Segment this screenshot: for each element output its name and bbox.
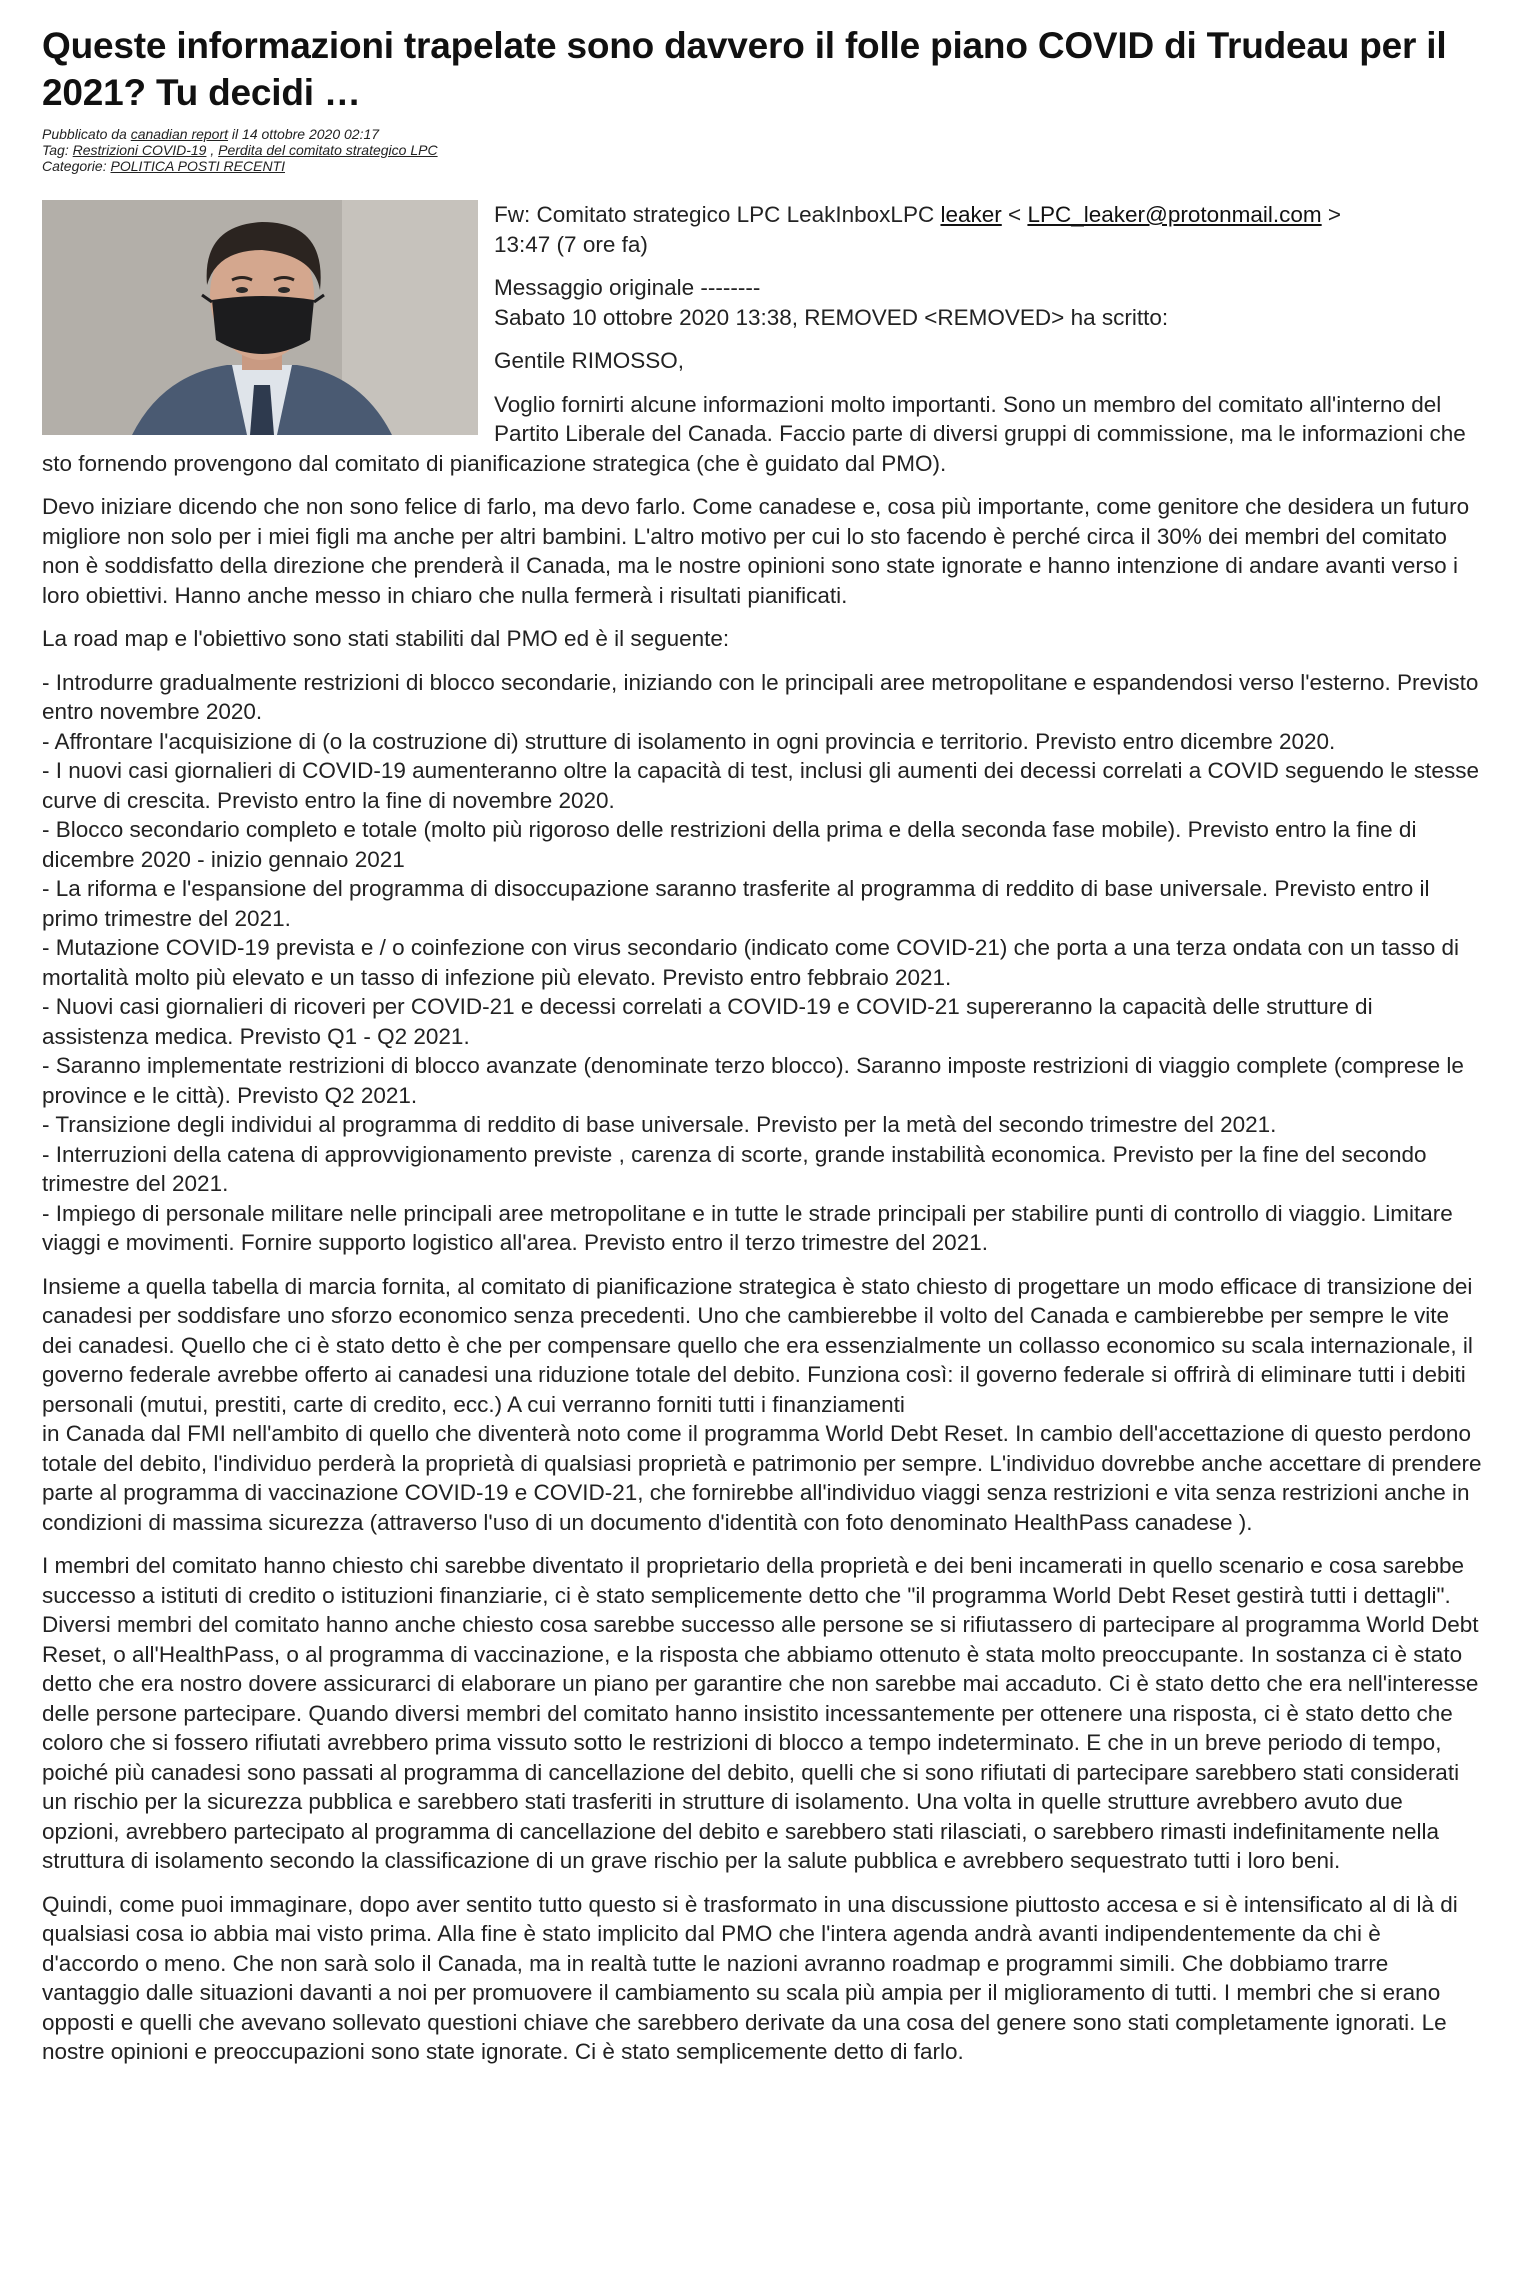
list-item: - Interruzioni della catena di approvvigionamento previste , carenza di scorte, grande instabilità economica. Previsto per la fine del secondo trimestre del 2021.: [42, 1141, 1427, 1196]
list-item: - Nuovi casi giornalieri di ricoveri per COVID-21 e decessi correlati a COVID-19 e COVID-21 supereranno la capacità delle strutture di assistenza medica. Previsto Q1 - Q2 2021.: [42, 994, 1373, 1049]
man-with-mask-image: [42, 200, 478, 435]
original-message-block: Messaggio originale -------- Sabato 10 ottobre 2020 13:38, REMOVED <REMOVED> ha scritto:: [494, 275, 1169, 330]
category-link[interactable]: POLITICA POSTI RECENTI: [110, 158, 285, 174]
paragraph-3: La road map e l'obiettivo sono stati stabiliti dal PMO ed è il seguente:: [42, 626, 730, 651]
categories-line: Categorie: POLITICA POSTI RECENTI: [42, 158, 285, 174]
list-item: - I nuovi casi giornalieri di COVID-19 aumenteranno oltre la capacità di test, inclusi gli aumenti dei decessi correlati a COVID seguendo le stesse curve di crescita. Previsto entro la fine di novembre 2020.: [42, 758, 1479, 813]
list-item: - Saranno implementate restrizioni di blocco avanzate (denominate terzo blocco). Saranno imposte restrizioni di viaggio complete (comprese le province e le città). Previsto Q2 2021.: [42, 1053, 1464, 1108]
article-body: [42, 200, 1482, 2067]
author-link[interactable]: canadian report: [130, 126, 229, 142]
leaker-link[interactable]: leaker: [940, 202, 1002, 227]
list-item: - La riforma e l'espansione del programma di disoccupazione saranno trasferite al programma di reddito di base universale. Previsto entro il primo trimestre del 2021.: [42, 876, 1430, 931]
article-title: Queste informazioni trapelate sono davvero il folle piano COVID di Trudeau per il 2021? Tu decidi …: [42, 25, 1447, 113]
article-photo: [42, 200, 478, 435]
paragraph-6: Quindi, come puoi immaginare, dopo aver sentito tutto questo si è trasformato in una discussione piuttosto accesa e si è intensificato al di là di qualsiasi cosa io abbia mai visto prima. Alla fine è stato implicito dal PMO che l'intera agenda andrà avanti indipendentemente da chi è d'accordo o meno. Che non sarà solo il Canada, ma in realtà tutte le nazioni avranno roadmap e programmi simili. Che dobbiamo trarre vantaggio dalle situazioni davanti a noi per promuovere il cambiamento su scala più ampia per il miglioramento di tutti. I membri che si erano opposti e quelli che avevano sollevato questioni chiave che sarebbero derivate da una cosa del genere sono stati completamente ignorati. Le nostre opinioni e preoccupazioni sono state ignorate. Ci è stato semplicemente detto di farlo.: [42, 1891, 1458, 2064]
list-item: - Mutazione COVID-19 prevista e / o coinfezione con virus secondario (indicato come COVID-21) che porta a una terza ondata con un tasso di mortalità molto più elevato e un tasso di infezione più elevato. Previsto entro febbraio 2021.: [42, 935, 1459, 990]
email-link[interactable]: LPC_leaker@protonmail.com: [1027, 202, 1322, 227]
list-item: - Introdurre gradualmente restrizioni di blocco secondarie, iniziando con le principali aree metropolitane e espandendosi verso l'esterno. Previsto entro novembre 2020.: [42, 669, 1479, 724]
list-item: - Transizione degli individui al programma di reddito di base universale. Previsto per la metà del secondo trimestre del 2021.: [42, 1112, 1277, 1137]
email-header-line: Fw: Comitato strategico LPC LeakInboxLPC leaker < LPC_leaker@protonmail.com > 13:47 (7 ore fa): [494, 202, 1342, 257]
article-meta: [42, 126, 1482, 174]
tags-line: Tag: Restrizioni COVID-19 , Perdita del comitato strategico LPC: [42, 142, 438, 158]
paragraph-1: Voglio fornirti alcune informazioni molto importanti. Sono un membro del comitato all'interno del Partito Liberale del Canada. Faccio parte di diversi gruppi di commissione, ma le informazioni che sto fornendo provengono dal comitato di pianificazione strategica (che è guidato dal PMO).: [42, 391, 1466, 476]
roadmap-list: [42, 668, 1482, 1258]
list-item: - Impiego di personale militare nelle principali aree metropolitane e in tutte le strade principali per stabilire punti di controllo di viaggio. Limitare viaggi e movimenti. Fornire supporto logistico all'area. Previsto entro il terzo trimestre del 2021.: [42, 1200, 1453, 1255]
published-line: Pubblicato da canadian report il 14 ottobre 2020 02:17: [42, 126, 380, 142]
tag-link-lpc-leak[interactable]: Perdita del comitato strategico LPC: [218, 142, 438, 158]
list-item: - Blocco secondario completo e totale (molto più rigoroso delle restrizioni della prima e della seconda fase mobile). Previsto entro la fine di dicembre 2020 - inizio gennaio 2021: [42, 817, 1417, 872]
article: [42, 0, 1482, 2081]
paragraph-2: Devo iniziare dicendo che non sono felice di farlo, ma devo farlo. Come canadese e, cosa più importante, come genitore che desidera un futuro migliore non solo per i miei figli ma anche per altri bambini. L'altro motivo per cui lo sto facendo è perché circa il 30% dei membri del comitato non è soddisfatto della direzione che prenderà il Canada, ma le nostre opinioni sono state ignorate e hanno intenzione di andare avanti verso i loro obiettivi. Hanno anche messo in chiaro che nulla fermerà i risultati pianificati.: [42, 494, 1470, 608]
greeting: Gentile RIMOSSO,: [494, 348, 685, 373]
paragraph-4: Insieme a quella tabella di marcia fornita, al comitato di pianificazione strategica è stato chiesto di progettare un modo efficace di transizione dei canadesi per soddisfare uno sforzo economico senza precedenti. Uno che cambierebbe il volto del Canada e cambierebbe per sempre le vite dei canadesi. Quello che ci è stato detto è che per compensare quello che era essenzialmente un collasso economico su scala internazionale, il governo federale avrebbe offerto ai canadesi una riduzione totale del debito. Funziona così: il governo federale si offrirà di eliminare tutti i debiti personali (mutui, prestiti, carte di credito, ecc.) A cui verranno forniti tutti i finanziamenti in Canada dal FMI nell'ambito di quello che diventerà noto come il programma World Debt Reset. In cambio dell'accettazione di questo perdono totale del debito, l'individuo perderà la proprietà di qualsiasi proprietà e patrimonio per sempre. L'individuo dovrebbe anche accettare di prendere parte al programma di vaccinazione COVID-19 e COVID-21, che fornirebbe all'individuo viaggi senza restrizioni e vita senza restrizioni anche in condizioni di massima sicurezza (attraverso l'uso di un documento d'identità con foto denominato HealthPass canadese ).: [42, 1273, 1482, 1535]
list-item: - Affrontare l'acquisizione di (o la costruzione di) strutture di isolamento in ogni provincia e territorio. Previsto entro dicembre 2020.: [42, 728, 1336, 754]
tag-link-covid-restrictions[interactable]: Restrizioni COVID-19: [72, 142, 207, 158]
paragraph-5: I membri del comitato hanno chiesto chi sarebbe diventato il proprietario della proprietà e dei beni incamerati in quello scenario e cosa sarebbe successo a istituti di credito o istituzioni finanziarie, ci è stato semplicemente detto che "il programma World Debt Reset gestirà tutti i dettagli". Diversi membri del comitato hanno anche chiesto cosa sarebbe successo alle persone se si rifiutassero di partecipare al programma World Debt Reset, o all'HealthPass, o al programma di vaccinazione, e la risposta che abbiamo ottenuto è stata molto preoccupante. In sostanza ci è stato detto che era nostro dovere assicurarci di elaborare un piano per garantire che non sarebbe mai accaduto. Ci è stato detto che era nell'interesse delle persone partecipare. Quando diversi membri del comitato hanno insistito incessantemente per ottenere una risposta, ci è stato detto che coloro che si fossero rifiutati avrebbero prima vissuto sotto le restrizioni di blocco a tempo indeterminato. E che in un breve periodo di tempo, poiché più canadesi sono passati al programma di cancellazione del debito, quelli che si sono rifiutati di partecipare sarebbero stati considerati un rischio per la sicurezza pubblica e sarebbero stati trasferiti in strutture di isolamento. Una volta in quelle strutture avrebbero avuto due opzioni, avrebbero partecipato al programma di cancellazione del debito e sarebbero stati rilasciati, o sarebbero rimasti indefinitamente nella struttura di isolamento secondo la classificazione di un grave rischio per la salute pubblica e avrebbero sequestrato tutti i loro beni.: [42, 1553, 1479, 1873]
